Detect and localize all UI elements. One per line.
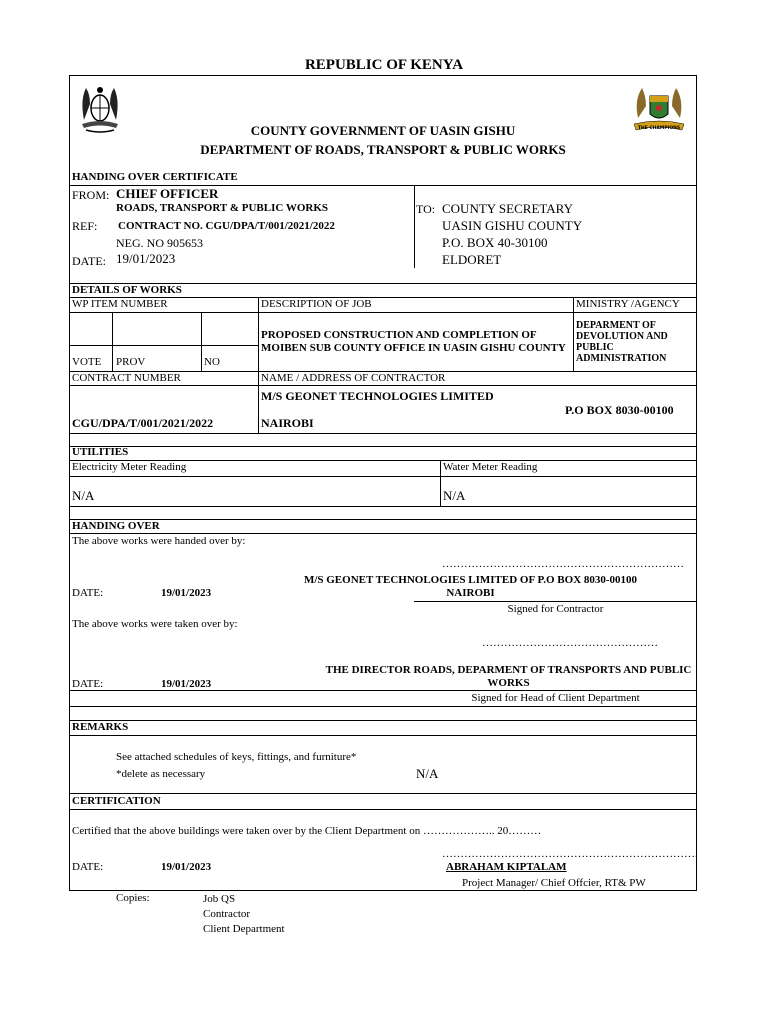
- water-label: Water Meter Reading: [443, 461, 538, 473]
- description-header: DESCRIPTION OF JOB: [261, 298, 372, 310]
- signatory-name: ABRAHAM KIPTALAM: [446, 861, 567, 873]
- ministry-value: DEPARMENT OF DEVOLUTION AND PUBLIC ADMINISTRATION: [576, 320, 668, 364]
- seal-ribbon-text: THE CHAMPIONS: [637, 126, 681, 131]
- certification-date-value: 19/01/2023: [161, 861, 212, 873]
- ministry-header: MINISTRY /AGENCY: [576, 298, 680, 310]
- copies-label: Copies:: [116, 892, 150, 904]
- from-officer: CHIEF OFFICER: [116, 186, 219, 201]
- department-title: DEPARTMENT OF ROADS, TRANSPORT & PUBLIC WORKS: [200, 142, 566, 157]
- director-signatory: THE DIRECTOR ROADS, DEPARMENT OF TRANSPORTS AND PUBLIC WORKS: [325, 664, 692, 689]
- remarks-line2: *delete as necessary: [116, 768, 206, 780]
- signed-for-contractor: Signed for Contractor: [507, 603, 604, 615]
- contractor-signatory: M/S GEONET TECHNOLOGIES LIMITED OF P.O BOX 8030-00100 NAIROBI: [303, 574, 638, 599]
- signatory-title: Project Manager/ Chief Offcier, RT& PW: [462, 877, 646, 889]
- neg-number: NEG. NO 905653: [116, 236, 203, 250]
- republic-title: REPUBLIC OF KENYA: [304, 57, 464, 73]
- takeover-date-label: DATE:: [72, 678, 104, 690]
- remarks-value: N/A: [416, 766, 439, 781]
- copy-item: Client Department: [203, 923, 285, 935]
- remarks-section: REMARKS: [72, 721, 129, 733]
- contractor-city: NAIROBI: [261, 416, 314, 430]
- to-label: TO:: [416, 202, 436, 216]
- handing-over-section: HANDING OVER: [72, 520, 160, 532]
- certification-text: Certified that the above buildings were taken over by the Client Department on ……………….. 20………: [72, 825, 542, 837]
- to-line3: P.O. BOX 40-30100: [442, 235, 548, 250]
- remarks-line1: See attached schedules of keys, fittings, and furniture*: [116, 751, 357, 763]
- to-line2: UASIN GISHU COUNTY: [442, 218, 583, 233]
- copies-list: [203, 892, 285, 937]
- certification-date-label: DATE:: [72, 861, 104, 873]
- description-line1: PROPOSED CONSTRUCTION AND COMPLETION OF: [261, 329, 537, 341]
- date-value: 19/01/2023: [116, 251, 176, 266]
- handover-date-label: DATE:: [72, 587, 104, 599]
- contractor-header: NAME / ADDRESS OF CONTRACTOR: [261, 372, 446, 384]
- contract-number: CGU/DPA/T/001/2021/2022: [72, 416, 214, 430]
- takeover-date-value: 19/01/2023: [161, 678, 212, 690]
- no-label: NO: [204, 356, 220, 368]
- contract-number-header: CONTRACT NUMBER: [72, 372, 181, 384]
- taken-over-by-text: The above works were taken over by:: [72, 618, 238, 630]
- details-of-works-section: DETAILS OF WORKS: [72, 284, 182, 296]
- utilities-section: UTILITIES: [72, 446, 129, 458]
- date-label: DATE:: [72, 254, 106, 268]
- certification-section: CERTIFICATION: [72, 795, 161, 807]
- to-line4: ELDORET: [442, 252, 502, 267]
- from-office: ROADS, TRANSPORT & PUBLIC WORKS: [116, 202, 329, 214]
- copy-item: Contractor: [203, 908, 251, 920]
- county-title: COUNTY GOVERNMENT OF UASIN GISHU: [250, 123, 516, 138]
- contractor-name: M/S GEONET TECHNOLOGIES LIMITED: [261, 389, 494, 403]
- ref-value: CONTRACT NO. CGU/DPA/T/001/2021/2022: [118, 220, 335, 232]
- ref-label: REF:: [72, 219, 98, 233]
- handed-over-by-text: The above works were handed over by:: [72, 535, 246, 547]
- certification-signature-dots: …………………………………………………………….: [442, 848, 698, 860]
- description-line2: MOIBEN SUB COUNTY OFFICE IN UASIN GISHU COUNTY: [261, 342, 566, 354]
- copy-item: Job QS: [203, 893, 236, 905]
- prov-label: PROV: [116, 356, 146, 368]
- wp-item-header: WP ITEM NUMBER: [72, 298, 168, 310]
- handover-date-value: 19/01/2023: [161, 587, 212, 599]
- client-signature-dots: …………………………………………: [482, 637, 658, 649]
- vote-label: VOTE: [72, 356, 102, 368]
- signed-for-client: Signed for Head of Client Department: [471, 692, 640, 704]
- to-line1: COUNTY SECRETARY: [442, 201, 574, 216]
- contractor-signature-dots: …………………………………………………………: [442, 558, 684, 570]
- electricity-label: Electricity Meter Reading: [72, 461, 187, 473]
- contractor-box: P.O BOX 8030-00100: [565, 403, 674, 417]
- water-value: N/A: [443, 488, 466, 503]
- from-label: FROM:: [72, 188, 110, 202]
- electricity-value: N/A: [72, 488, 95, 503]
- certificate-title: HANDING OVER CERTIFICATE: [72, 171, 238, 183]
